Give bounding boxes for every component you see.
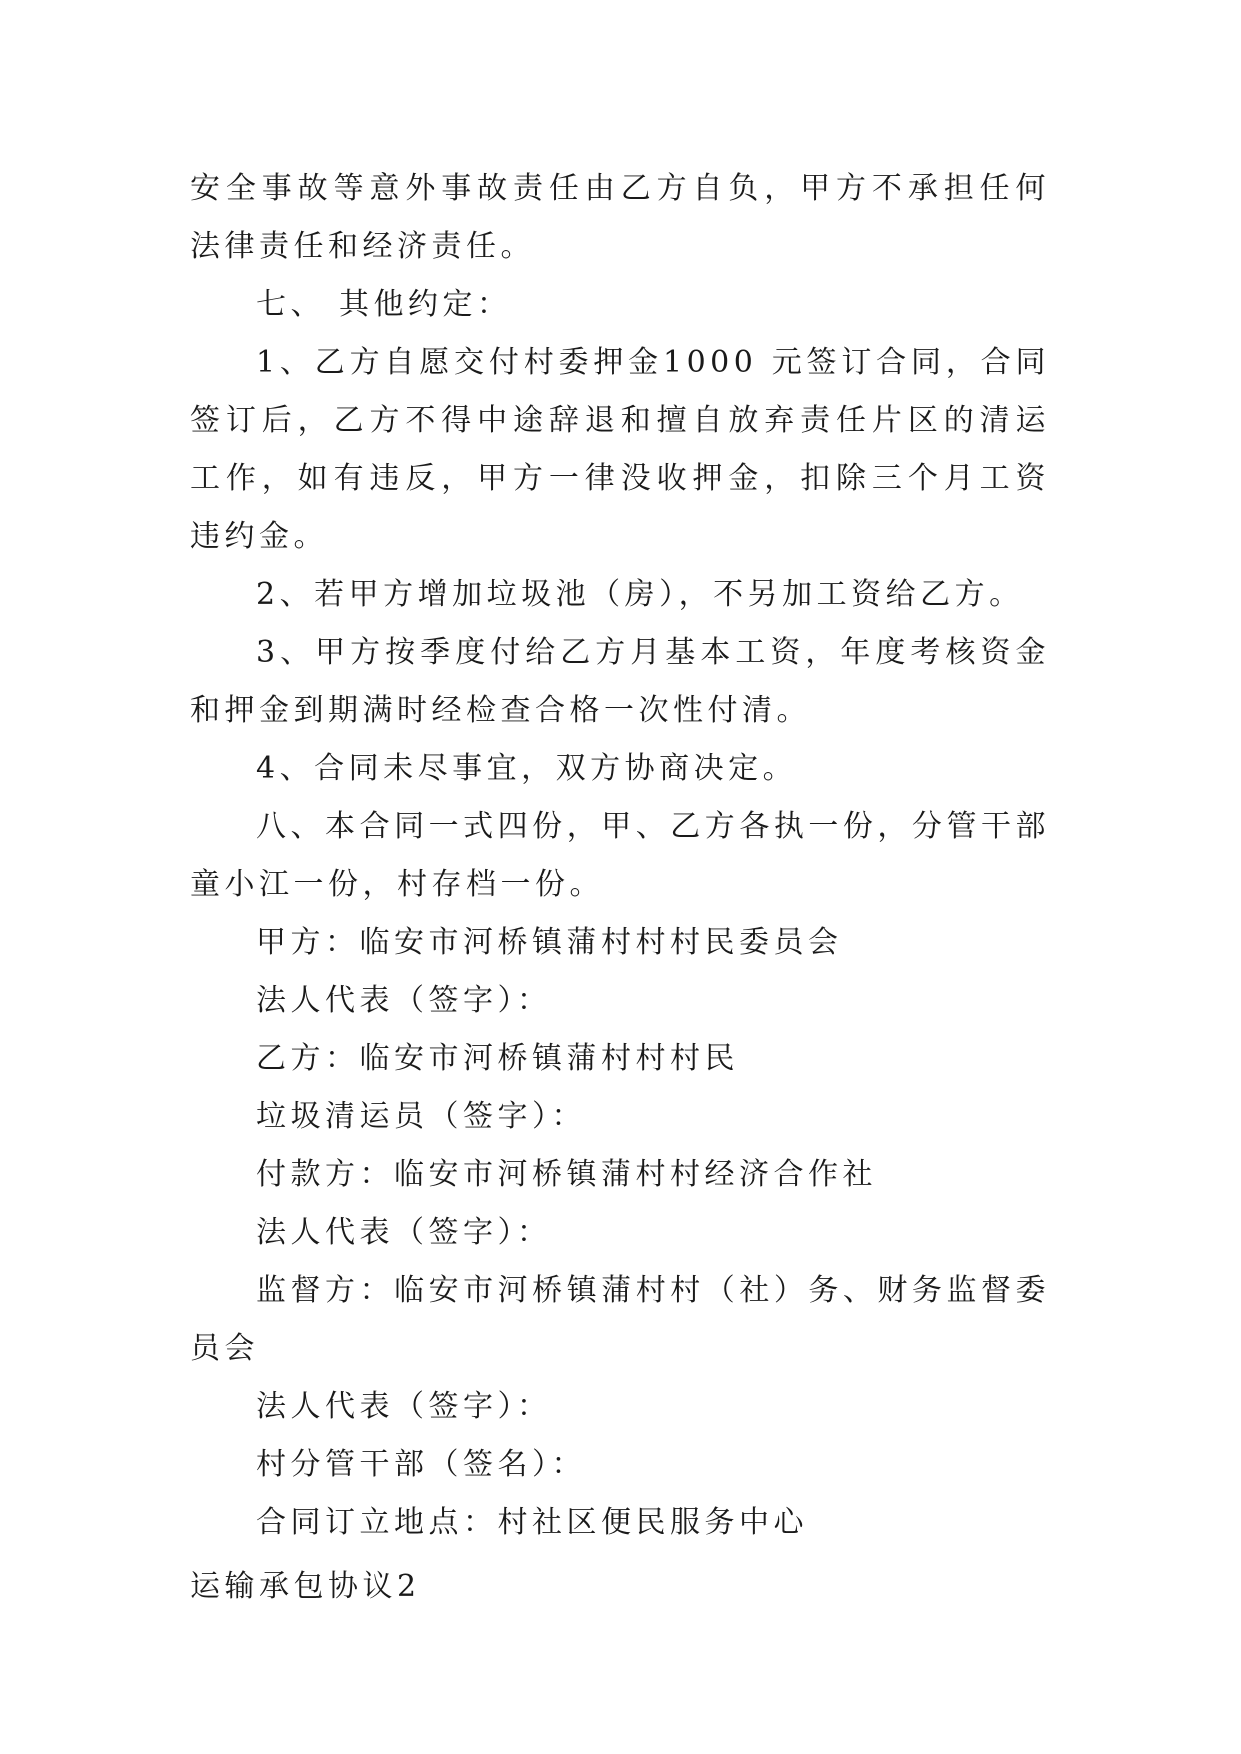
- next-document-heading: 运输承包协议2: [190, 1569, 421, 1604]
- section-seven-title: 七、 其他约定：: [256, 287, 512, 322]
- clause-1: 1、乙方自愿交付村委押金1000 元签订合同，合同签订后，乙方不得中途辞退和擅自放弃责任片区的清运工作，如有违反，甲方一律没收押金，扣除三个月工资违约金。: [190, 345, 1050, 554]
- paragraph-liability: 安全事故等意外事故责任由乙方自负，甲方不承担任何法律责任和经济责任。: [190, 171, 1050, 264]
- clause-4: 4、合同未尽事宜，双方协商决定。: [256, 751, 798, 786]
- supervisor-signature: 法人代表（签字）：: [256, 1389, 552, 1424]
- village-cadre-signature: 村分管干部（签名）：: [256, 1447, 586, 1482]
- party-a: 甲方：临安市河桥镇蒲村村村民委员会: [256, 925, 843, 960]
- party-b: 乙方：临安市河桥镇蒲村村村民: [256, 1041, 739, 1076]
- document-page: [190, 160, 1050, 1616]
- supervisor: 监督方：临安市河桥镇蒲村村（社）务、财务监督委员会: [190, 1273, 1050, 1366]
- contract-location: 合同订立地点：村社区便民服务中心: [256, 1505, 808, 1540]
- party-a-signature: 法人代表（签字）：: [256, 983, 552, 1018]
- payer: 付款方：临安市河桥镇蒲村村经济合作社: [256, 1157, 877, 1192]
- party-b-signature: 垃圾清运员（签字）：: [256, 1099, 586, 1134]
- payer-signature: 法人代表（签字）：: [256, 1215, 552, 1250]
- clause-2: 2、若甲方增加垃圾池（房），不另加工资给乙方。: [256, 577, 1024, 612]
- section-eight: 八、本合同一式四份，甲、乙方各执一份，分管干部童小江一份，村存档一份。: [190, 809, 1050, 902]
- clause-3: 3、甲方按季度付给乙方月基本工资，年度考核资金和押金到期满时经检查合格一次性付清。: [190, 635, 1050, 728]
